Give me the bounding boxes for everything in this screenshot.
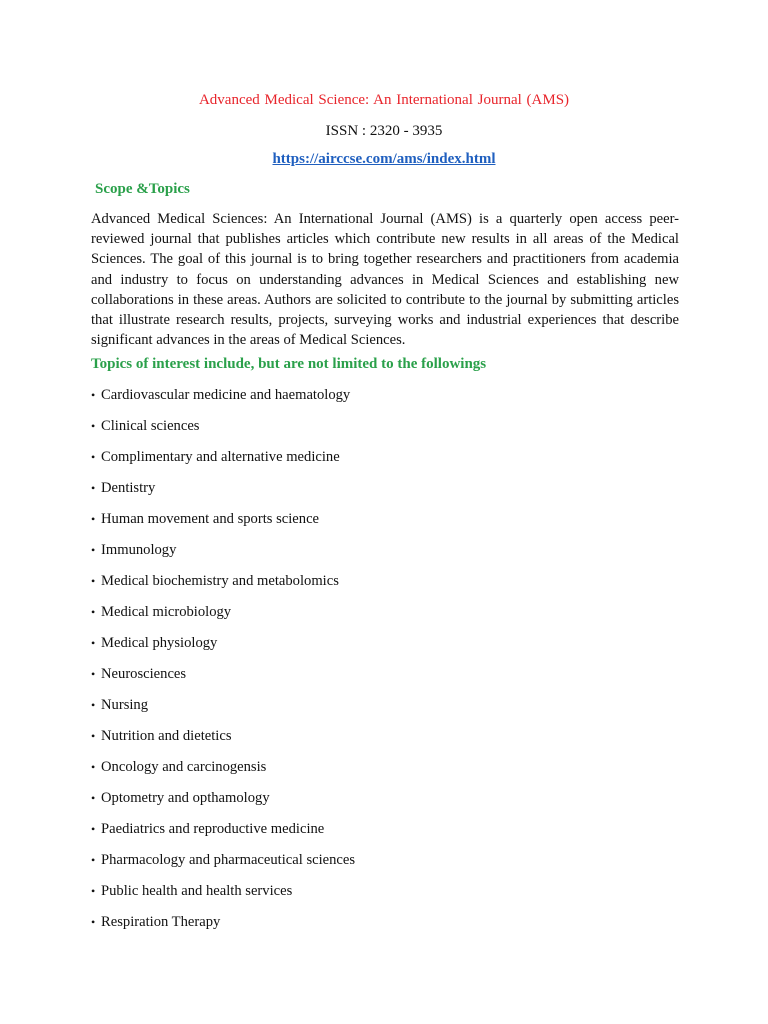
- topic-label: Immunology: [101, 542, 177, 558]
- topic-label: Public health and health services: [101, 883, 293, 899]
- topic-list-item: [91, 540, 355, 571]
- topic-label: Nutrition and dietetics: [101, 728, 232, 744]
- topic-list-item: [91, 602, 355, 633]
- bullet-icon: •: [91, 481, 96, 495]
- bullet-icon: •: [91, 605, 96, 619]
- topic-label: Paediatrics and reproductive medicine: [101, 821, 325, 837]
- topic-list-item: [91, 478, 355, 509]
- topic-label: Neurosciences: [101, 666, 187, 682]
- bullet-icon: •: [91, 388, 96, 402]
- bullet-icon: •: [91, 419, 96, 433]
- topic-list-item: [91, 819, 355, 850]
- bullet-icon: •: [91, 915, 96, 929]
- bullet-icon: •: [91, 450, 96, 464]
- topic-list-item: [91, 509, 355, 540]
- topic-list-item: [91, 695, 355, 726]
- topic-label: Nursing: [101, 697, 149, 713]
- topic-label: Medical biochemistry and metabolomics: [101, 573, 339, 589]
- topic-list-item: [91, 757, 355, 788]
- topic-list-item: [91, 726, 355, 757]
- journal-url-link[interactable]: https://airccse.com/ams/index.html: [272, 151, 496, 167]
- topic-label: Optometry and opthamology: [101, 790, 270, 806]
- bullet-icon: •: [91, 791, 96, 805]
- topic-list-item: [91, 416, 355, 447]
- issn-line: ISSN : 2320 - 3935: [325, 123, 443, 139]
- bullet-icon: •: [91, 698, 96, 712]
- topic-label: Respiration Therapy: [101, 914, 221, 930]
- topics-heading: Topics of interest include, but are not limited to the followings: [91, 356, 487, 372]
- topic-label: Clinical sciences: [101, 418, 200, 434]
- bullet-icon: •: [91, 884, 96, 898]
- journal-title: Advanced Medical Science: An International Journal (AMS): [198, 92, 570, 108]
- topic-label: Cardiovascular medicine and haematology: [101, 387, 351, 403]
- topic-list-item: [91, 571, 355, 602]
- bullet-icon: •: [91, 853, 96, 867]
- topic-list-item: [91, 385, 355, 416]
- bullet-icon: •: [91, 512, 96, 526]
- topic-label: Oncology and carcinogensis: [101, 759, 267, 775]
- topic-label: Dentistry: [101, 480, 156, 496]
- bullet-icon: •: [91, 667, 96, 681]
- topic-list-item: [91, 788, 355, 819]
- bullet-icon: •: [91, 543, 96, 557]
- bullet-icon: •: [91, 636, 96, 650]
- topic-label: Human movement and sports science: [101, 511, 320, 527]
- topic-list-item: [91, 912, 355, 943]
- topics-list: [91, 385, 355, 943]
- bullet-icon: •: [91, 760, 96, 774]
- bullet-icon: •: [91, 729, 96, 743]
- topic-list-item: [91, 664, 355, 695]
- topic-list-item: [91, 633, 355, 664]
- bullet-icon: •: [91, 822, 96, 836]
- topic-list-item: [91, 881, 355, 912]
- bullet-icon: •: [91, 574, 96, 588]
- topic-label: Pharmacology and pharmaceutical sciences: [101, 852, 356, 868]
- scope-paragraph: Advanced Medical Sciences: An International Journal (AMS) is a quarterly open access peer-reviewed journal that publishes articles which contribute new results in all areas of the Medical Sciences. The goal of this journal is to bring together researchers and practitioners from academia and industry to focus on understanding advances in Medical Sciences and establishing new collaborations in these areas. Authors are solicited to contribute to the journal by submitting articles that illustrate research results, projects, surveying works and industrial experiences that describe significant advances in the areas of Medical Sciences.: [91, 211, 679, 349]
- topic-label: Complimentary and alternative medicine: [101, 449, 340, 465]
- topic-list-item: [91, 447, 355, 478]
- scope-heading: Scope &Topics: [95, 181, 190, 197]
- topic-list-item: [91, 850, 355, 881]
- topic-label: Medical physiology: [101, 635, 218, 651]
- topic-label: Medical microbiology: [101, 604, 232, 620]
